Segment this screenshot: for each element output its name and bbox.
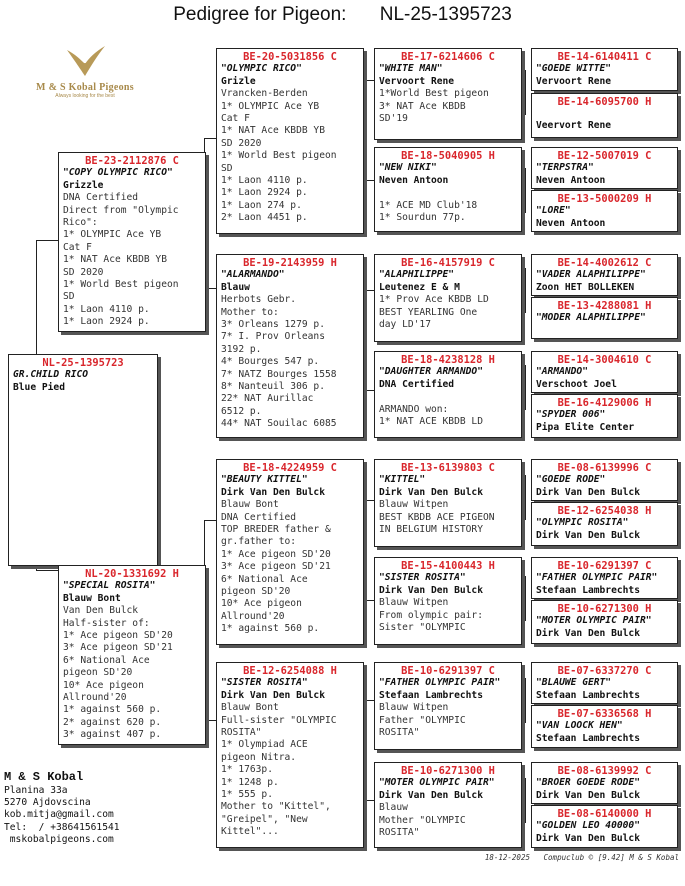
pigeon-name: "FATHER OLYMPIC PAIR" [536, 572, 658, 584]
ring-number: BE-13-5000209 H [557, 193, 652, 205]
breeder-address-line2: 5270 Ajdovscina [4, 797, 91, 809]
connector-line [366, 800, 374, 801]
pigeon-name: "VAN LOOCK HEN" [536, 720, 623, 732]
pigeon-name: "BEAUTY KITTEL" [221, 474, 308, 486]
ring-number: BE-10-6291397 C [557, 560, 652, 572]
connector-line [366, 500, 367, 600]
breeder-name: M & S Kobal [4, 770, 84, 784]
pigeon-name: "MOTER OLYMPIC PAIR" [379, 777, 495, 789]
g4-card-10[interactable] [531, 502, 678, 546]
pigeon-notes: ARMANDO won: 1* NAT ACE KBDB LD [379, 403, 483, 428]
connector-line [525, 70, 526, 115]
pigeon-name: "MOTER OLYMPIC PAIR" [536, 615, 652, 627]
ring-number: BE-08-6139996 C [557, 462, 652, 474]
pigeon-notes: Blauw Witpen From olympic pair: Sister "OLYMPIC [379, 597, 483, 634]
pigeon-owner: Stefaan Lambrechts [379, 689, 483, 701]
ring-number: BE-13-6139803 C [401, 462, 495, 474]
connector-line [525, 475, 526, 520]
pigeon-name: "ALAPHILIPPE" [379, 269, 455, 281]
pigeon-name: "SPYDER 006" [536, 409, 606, 421]
pigeon-owner: Veervort Rene [536, 120, 612, 132]
pigeon-owner: Dirk Van Den Bulck [221, 689, 325, 701]
pigeon-owner: Stefaan Lambrechts [536, 732, 640, 744]
ring-number: BE-19-2143959 H [243, 257, 337, 269]
connector-line [525, 168, 526, 213]
pigeon-color: Grizle [221, 75, 256, 87]
g4-card-11[interactable] [531, 557, 678, 599]
pigeon-notes: Van Den Bulck Half-sister of: 1* Ace pigeon SD'20 3* Ace pigeon SD'21 6* National Ace pigeon SD'20 10* Ace pigeon Allround'20 1* against 560 p. 2* against 620 p. 3* against 407 p. [63, 605, 173, 741]
ring-number: BE-17-6214606 C [401, 51, 495, 63]
pigeon-name: "BLAUWE GERT" [536, 677, 612, 689]
ring-number: BE-07-6336568 H [557, 708, 652, 720]
pigeon-owner: Dirk Van Den Bulck [536, 529, 640, 541]
g3-card-1[interactable] [374, 48, 522, 140]
g4-card-4[interactable] [531, 190, 678, 232]
pigeon-owner: DNA Certified [379, 378, 455, 390]
g4-card-5[interactable] [531, 254, 678, 296]
ring-number: NL-20-1331692 H [85, 568, 179, 580]
pigeon-name: "GOEDE WITTE" [536, 63, 612, 75]
pigeon-name: "TERPSTRA" [536, 162, 594, 174]
pigeon-notes: Herbots Gebr. Mother to: 3* Orleans 1279 p. 7* I. Prov Orleans 3192 p. 4* Bourges 547 p. 7* NATZ Bourges 1558 8* Nanteuil 306 p. 22* NAT Aurillac 6512 p. 44* NAT Souilac 6085 [221, 294, 337, 430]
ring-number: BE-15-4100443 H [401, 560, 495, 572]
pigeon-owner: Leutenez E & M [379, 281, 460, 293]
breeder-address-line1: Planina 33a [4, 785, 68, 796]
pigeon-name: "ALARMANDO" [221, 269, 285, 281]
ring-number: BE-07-6337270 C [557, 665, 652, 677]
connector-line [366, 390, 374, 391]
pigeon-name: "LORE" [536, 205, 571, 217]
pigeon-name: GR.CHILD RICO [13, 369, 89, 381]
ring-number: BE-12-6254088 H [243, 665, 337, 677]
g3-card-4[interactable] [374, 351, 522, 438]
pigeon-name: "BROER GOEDE RODE" [536, 777, 640, 789]
sire-dam-card[interactable] [216, 254, 364, 438]
sire-sire-card[interactable] [216, 48, 364, 234]
sire-card[interactable] [58, 152, 206, 332]
pigeon-name: "NEW NIKI" [379, 162, 437, 174]
ring-number: BE-12-6254038 H [557, 505, 652, 517]
ring-number: BE-14-6140411 C [557, 51, 652, 63]
g4-card-7[interactable] [531, 351, 678, 393]
connector-line [366, 180, 374, 181]
footer [485, 853, 679, 862]
g3-card-5[interactable] [374, 459, 522, 547]
ring-number: BE-14-4002612 C [557, 257, 652, 269]
connector-line [366, 700, 374, 701]
breeder-info [4, 770, 120, 846]
pigeon-name: "SISTER ROSITA" [221, 677, 308, 689]
ring-number: BE-18-4224959 C [243, 462, 337, 474]
ring-number: BE-08-6139992 C [557, 765, 652, 777]
connector-line [525, 365, 526, 410]
pigeon-name: "SPECIAL ROSITA" [63, 580, 156, 592]
pigeon-owner: Dirk Van Den Bulck [221, 486, 325, 498]
pigeon-notes: Blauw Witpen BEST KBDB ACE PIGEON IN BELGIUM HISTORY [379, 499, 495, 536]
connector-line [36, 240, 37, 356]
pigeon-owner: Dirk Van Den Bulck [536, 832, 640, 844]
connector-line [525, 576, 526, 621]
pigeon-owner: Neven Antoon [379, 174, 449, 186]
connector-line [366, 80, 374, 81]
pigeon-notes: DNA Certified Direct from "Olympic Rico": 1* OLYMPIC Ace YB Cat F 1* NAT Ace KBDB YB SD 2020 1* World Best pigeon SD 1* Laon 4110 p. 1* Laon 2924 p. [63, 192, 179, 328]
g4-card-8[interactable] [531, 394, 678, 438]
breeder-website: mskobalpigeons.com [4, 833, 114, 845]
dam-sire-card[interactable] [216, 459, 364, 645]
pigeon-owner: Zoon HET BOLLEKEN [536, 281, 635, 293]
g3-card-6[interactable] [374, 557, 522, 645]
ring-number: BE-20-5031856 C [243, 51, 337, 63]
connector-line [366, 700, 367, 800]
pigeon-notes: 1* ACE MD Club'18 1* Sourdun 77p. [379, 199, 478, 224]
g4-card-2[interactable] [531, 93, 678, 138]
pigeon-owner: Dirk Van Den Bulck [379, 486, 483, 498]
connector-line [525, 678, 526, 723]
ring-number: NL-25-1395723 [42, 357, 124, 369]
g3-card-8[interactable] [374, 762, 522, 848]
pigeon-notes: Blauw Bont Full-sister "OLYMPIC ROSITA" 1* Olympiad ACE pigeon Nitra. 1* 1763p. 1* 1248 p. 1* 555 p. Mother to "Kittel", "Greipel", "New Kittel"... [221, 702, 337, 838]
ring-number: BE-10-6271300 H [401, 765, 495, 777]
logo [30, 44, 140, 104]
ring-number: BE-18-4238128 H [401, 354, 495, 366]
pigeon-owner: Pipa Elite Center [536, 421, 635, 433]
pigeon-name: "FATHER OLYMPIC PAIR" [379, 677, 501, 689]
dam-dam-card[interactable] [216, 662, 364, 848]
ring-number: BE-14-3004610 C [557, 354, 652, 366]
connector-line [366, 500, 374, 501]
g3-card-7[interactable] [374, 662, 522, 750]
pigeon-owner: Vervoort Rene [536, 75, 612, 87]
pigeon-name: "MODER ALAPHILIPPE" [536, 312, 646, 324]
ring-number: BE-16-4157919 C [401, 257, 495, 269]
connector-line [366, 290, 367, 390]
connector-line [366, 290, 374, 291]
logo-slogan: Always looking for the best [55, 93, 115, 99]
pigeon-color: Blauw [221, 281, 250, 293]
g4-card-16[interactable] [531, 805, 678, 848]
pigeon-name: "GOEDE RODE" [536, 474, 606, 486]
breeder-email: kob.mitja@gmail.com [4, 809, 114, 821]
pigeon-owner: Neven Antoon [536, 174, 606, 186]
g3-card-2[interactable] [374, 147, 522, 232]
g4-card-1[interactable] [531, 48, 678, 91]
dam-card[interactable] [58, 565, 206, 745]
title-ring-number: NL-25-1395723 [379, 4, 512, 25]
pigeon-name: "OLYMPIC RICO" [221, 63, 302, 75]
pigeon-name [536, 108, 673, 120]
pigeon-color: Blue Pied [13, 381, 65, 393]
pigeon-name: "ARMANDO" [536, 366, 588, 378]
ring-number: BE-10-6271300 H [557, 603, 652, 615]
pigeon-name: "GOLDEN LEO 40000" [536, 820, 640, 832]
pigeon-owner: Dirk Van Den Bulck [379, 584, 483, 596]
ring-number: BE-16-4129006 H [557, 397, 652, 409]
pigeon-notes: Blauw Bont DNA Certified TOP BREDER father & gr.father to: 1* Ace pigeon SD'20 3* Ace pigeon SD'21 6* National Ace pigeon SD'20 10* Ace pigeon Allround'20 1* against 560 p. [221, 499, 331, 635]
pigeon-name: "KITTEL" [379, 474, 426, 486]
breeder-phone: Tel: / +38641561541 [4, 821, 120, 833]
pigeon-owner: Vervoort Rene [379, 75, 455, 87]
ring-number: BE-14-6095700 H [557, 96, 652, 108]
pigeon-owner: Dirk Van Den Bulck [536, 627, 640, 639]
ring-number: BE-12-5007019 C [557, 150, 652, 162]
subject-pigeon-card[interactable] [8, 354, 158, 566]
ring-number: BE-08-6140000 H [557, 808, 652, 820]
connector-line [204, 520, 216, 521]
pigeon-owner: Stefaan Lambrechts [536, 584, 640, 596]
pigeon-notes: Blauw Witpen Father "OLYMPIC ROSITA" [379, 702, 466, 739]
g3-card-3[interactable] [374, 254, 522, 342]
title-label: Pedigree for Pigeon: [173, 4, 347, 25]
pigeon-owner: Dirk Van Den Bulck [536, 789, 640, 801]
pigeon-notes: Vrancken-Berden 1* OLYMPIC Ace YB Cat F 1* NAT Ace KBDB YB SD 2020 1* World Best pigeon SD 1* Laon 4110 p. 1* Laon 2924 p. 1* Laon 274 p. 2* Laon 4451 p. [221, 88, 337, 224]
ring-number: BE-23-2112876 C [85, 155, 179, 167]
dove-logo-icon [55, 44, 115, 78]
pigeon-name: "SISTER ROSITA" [379, 572, 466, 584]
pigeon-name: "DAUGHTER ARMANDO" [379, 366, 483, 378]
pigeon-name: "VADER ALAPHILIPPE" [536, 269, 646, 281]
connector-line [366, 600, 374, 601]
connector-line [36, 570, 60, 571]
g4-card-12[interactable] [531, 600, 678, 644]
g4-card-15[interactable] [531, 762, 678, 804]
pigeon-owner: Verschoot Joel [536, 378, 617, 390]
pigeon-notes: 1*World Best pigeon 3* NAT Ace KBDB SD'19 [379, 88, 489, 125]
ring-number: BE-18-5040905 H [401, 150, 495, 162]
connector-line [525, 268, 526, 313]
g4-card-14[interactable] [531, 705, 678, 748]
pigeon-color: Grizzle [63, 179, 104, 191]
pigeon-owner: Dirk Van Den Bulck [536, 486, 640, 498]
connector-line [204, 138, 216, 139]
connector-line [366, 80, 367, 180]
connector-line [525, 778, 526, 823]
pigeon-owner: Neven Antoon [536, 217, 606, 229]
g4-card-3[interactable] [531, 147, 678, 189]
connector-line [36, 240, 60, 241]
footer-software: Compuclub © [9.42] M & S Kobal [543, 853, 679, 862]
pigeon-owner: Stefaan Lambrechts [536, 689, 640, 701]
pigeon-notes: Blauw Mother "OLYMPIC ROSITA" [379, 802, 466, 839]
pigeon-color: Blauw Bont [63, 592, 121, 604]
pigeon-notes: 1* Prov Ace KBDB LD BEST YEARLING One day LD'17 [379, 294, 489, 331]
g4-card-6[interactable] [531, 297, 678, 339]
page-title [0, 4, 685, 26]
g4-card-13[interactable] [531, 662, 678, 704]
g4-card-9[interactable] [531, 459, 678, 501]
pigeon-name: "OLYMPIC ROSITA" [536, 517, 629, 529]
ring-number: BE-10-6291397 C [401, 665, 495, 677]
logo-brand: M & S Kobal Pigeons [36, 82, 134, 93]
pigeon-name: "COPY OLYMPIC RICO" [63, 167, 173, 179]
ring-number: BE-13-4288081 H [557, 300, 652, 312]
footer-date: 18-12-2025 [484, 853, 530, 862]
pigeon-owner: Dirk Van Den Bulck [379, 789, 483, 801]
pigeon-name: "WHITE MAN" [379, 63, 443, 75]
